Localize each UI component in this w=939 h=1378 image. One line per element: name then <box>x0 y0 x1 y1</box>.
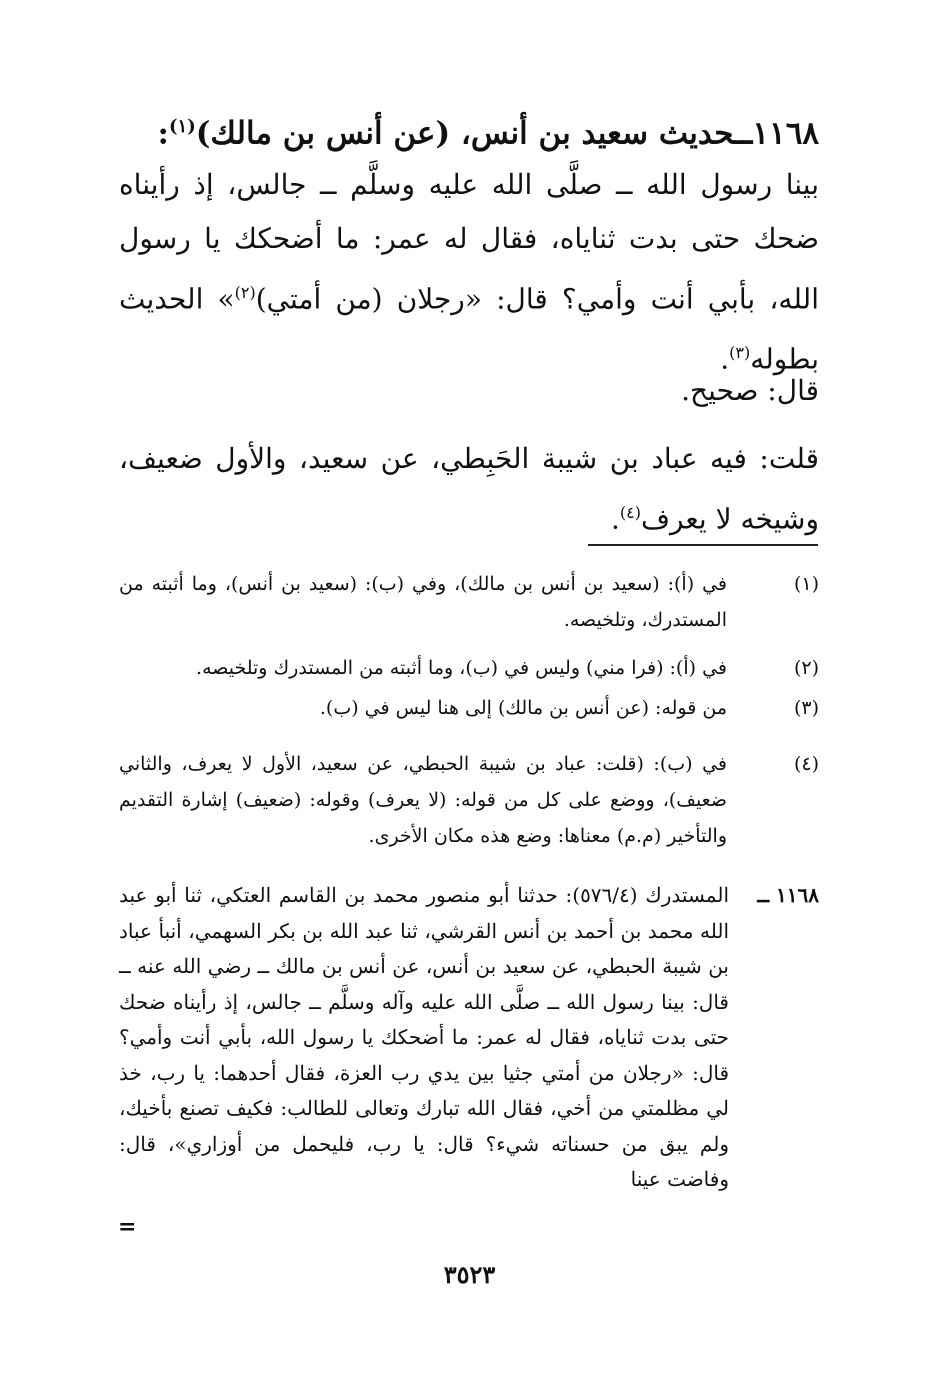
hadith-text-block <box>119 158 819 387</box>
footnote-ref-2: (٢) <box>234 283 256 302</box>
footnote-1 <box>119 566 819 638</box>
footnote-number: (٤) <box>793 753 819 775</box>
comment-paragraph <box>119 432 819 546</box>
footnote-ref-4: (٤) <box>619 503 641 522</box>
footnote-text: من قوله: (عن أنس بن مالك) إلى هنا ليس في (ب). <box>319 697 727 719</box>
hadith-heading <box>99 105 819 155</box>
comment-period: . <box>610 502 620 536</box>
footnote-number: (٣) <box>793 697 819 719</box>
footnote-divider <box>588 544 818 546</box>
continuation-mark: = <box>118 1214 137 1240</box>
ruling-paragraph <box>119 364 819 418</box>
hadith-text: بينا رسول الله ــ صلَّى الله عليه وسلَّم ــ جالس، إذ رأيناه ضحك حتى بدت ثناياه، فقال له عمر: ما أضحكك يا رسول الله، بأبي أنت وأمي؟ قال: «رجلان (من أمتي) <box>119 168 819 316</box>
page-number: ٣٥٢٣ <box>443 1260 496 1289</box>
source-section <box>119 878 819 1198</box>
footnote-ref-3: (٣) <box>729 343 751 363</box>
footnote-number: (١) <box>793 573 819 595</box>
hadith-number: ١١٦٨ــ <box>734 115 819 152</box>
footnote-4 <box>119 746 819 854</box>
source-text: المستدرك (٥٧٦/٤): حدثنا أبو منصور محمد بن القاسم العتكي، ثنا أبو عبد الله محمد بن أحمد بن أنس القرشي، ثنا عبد الله بن بكر السهمي، أنبأ عباد بن شيبة الحبطي، عن سعيد بن أنس، عن أنس بن مالك ــ رضي الله عنه ــ قال: بينا رسول الله ــ صلَّى الله عليه وآله وسلَّم ــ جالس، إذ رأيناه ضحك حتى بدت ثناياه، فقال له عمر: ما أضحكك يا رسول الله، بأبي أنت وأمي؟ قال: «رجلان من أمتي جثيا بين يدي رب العزة، فقال أحدهما: يا رب، خذ لي مظلمتي من أخي، فقال الله تبارك وتعالى للطالب: فكيف تصنع بأخيك، ولم يبق من حسناته شيء؟ قال: يا رب، فليحمل من أوزاري»، قال: وفاضت عينا <box>119 883 730 1191</box>
footnote-3 <box>119 690 819 726</box>
comment-text: قلت: فيه عباد بن شيبة الحَبِطي، عن سعيد، والأول ضعيف، وشيخه لا يعرف <box>119 442 819 536</box>
heading-colon: : <box>157 115 169 152</box>
footnote-text: في (أ): (سعيد بن أنس بن مالك)، وفي (ب): (سعيد بن أنس)، وما أثبته من المستدرك، وتلخيصه. <box>119 573 727 631</box>
footnote-text: في (أ): (فرا مني) وليس في (ب)، وما أثبته من المستدرك وتلخيصه. <box>196 657 727 679</box>
hadith-period: . <box>720 342 730 376</box>
ruling-text: قال: صحيح. <box>681 374 819 407</box>
hadith-title: حديث سعيد بن أنس، (عن أنس بن مالك) <box>195 115 735 152</box>
footnote-text: في (ب): (قلت: عباد بن شيبة الحبطي، عن سعيد، الأول لا يعرف، والثاني ضعيف)، ووضع على كل من قوله: (لا يعرف) وقوله: (ضعيف) إشارة التقديم والتأخير (م.م) معناها: وضع هذه مكان الأخرى. <box>119 753 727 847</box>
hadith-text-end: » الحديث بطوله <box>119 282 819 376</box>
footnote-2 <box>119 650 819 686</box>
source-number: ١١٦٨ ــ <box>757 883 819 907</box>
footnote-number: (٢) <box>793 657 819 679</box>
footnote-ref-1: (١) <box>168 116 196 137</box>
